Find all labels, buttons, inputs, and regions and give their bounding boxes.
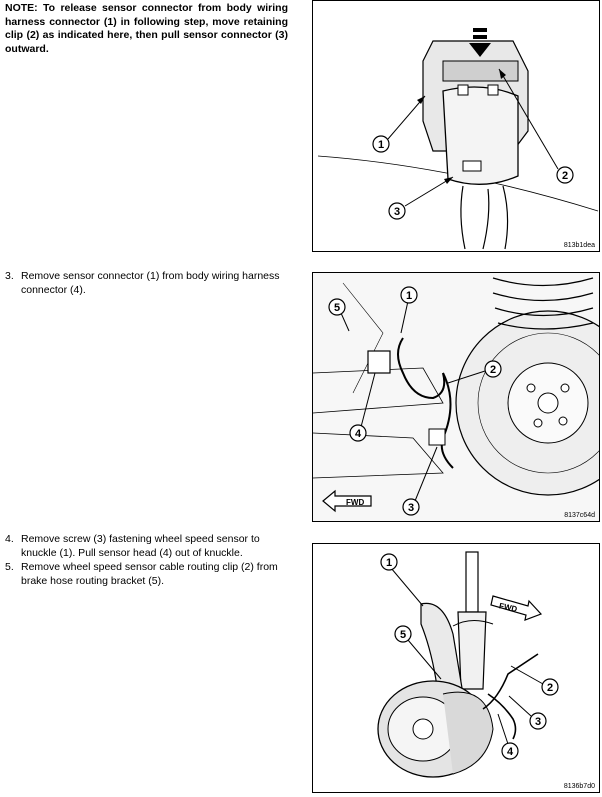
step-text: Remove screw (3) fastening wheel speed sensor to knuckle (1). Pull sensor head (4) out of knuckle. (21, 533, 260, 559)
figure-id: 813b1dea (563, 242, 595, 249)
figure-wheel-assembly (312, 272, 600, 522)
callout-1: 1 (377, 139, 385, 151)
note-label: NOTE: (5, 2, 38, 14)
callout-5: 5 (333, 302, 341, 314)
figure-id: 8137c64d (564, 512, 595, 519)
step-number: 5. (5, 561, 14, 573)
connector-illustration (313, 1, 599, 251)
callout-4: 4 (506, 746, 514, 758)
figure-connector-release (312, 0, 600, 252)
callout-2: 2 (561, 170, 569, 182)
fwd-arrow-icon (491, 596, 541, 620)
callout-1: 1 (405, 290, 413, 302)
step-4 (5, 533, 288, 560)
callout-4: 4 (354, 428, 362, 440)
note-paragraph (5, 2, 288, 56)
note-text: To release sensor connector from body wiring harness connector (1) in following step, move retaining clip (2) as indicated here, then pull sensor connector (3) outward. (5, 2, 288, 55)
callout-5: 5 (399, 629, 407, 641)
callout-2: 2 (489, 364, 497, 376)
step-3-block (5, 270, 288, 297)
step-text: Remove wheel speed sensor cable routing clip (2) from brake hose routing bracket (5). (21, 561, 278, 587)
step-number: 4. (5, 533, 14, 545)
step-text: Remove sensor connector (1) from body wiring harness connector (4). (21, 270, 280, 296)
step-3 (5, 270, 288, 297)
knuckle-illustration (313, 544, 599, 792)
callout-3: 3 (393, 206, 401, 218)
fwd-label: FWD (498, 601, 518, 614)
callout-3: 3 (407, 502, 415, 514)
figure-id: 8136b7d0 (563, 783, 595, 790)
steps-4-5-block (5, 533, 288, 589)
wheel-assembly-illustration (313, 273, 599, 521)
callout-2: 2 (546, 682, 554, 694)
step-number: 3. (5, 270, 14, 282)
callout-1: 1 (385, 557, 393, 569)
figure-knuckle-sensor (312, 543, 600, 793)
callout-3: 3 (534, 716, 542, 728)
step-5 (5, 561, 288, 588)
fwd-label: FWD (346, 498, 365, 507)
